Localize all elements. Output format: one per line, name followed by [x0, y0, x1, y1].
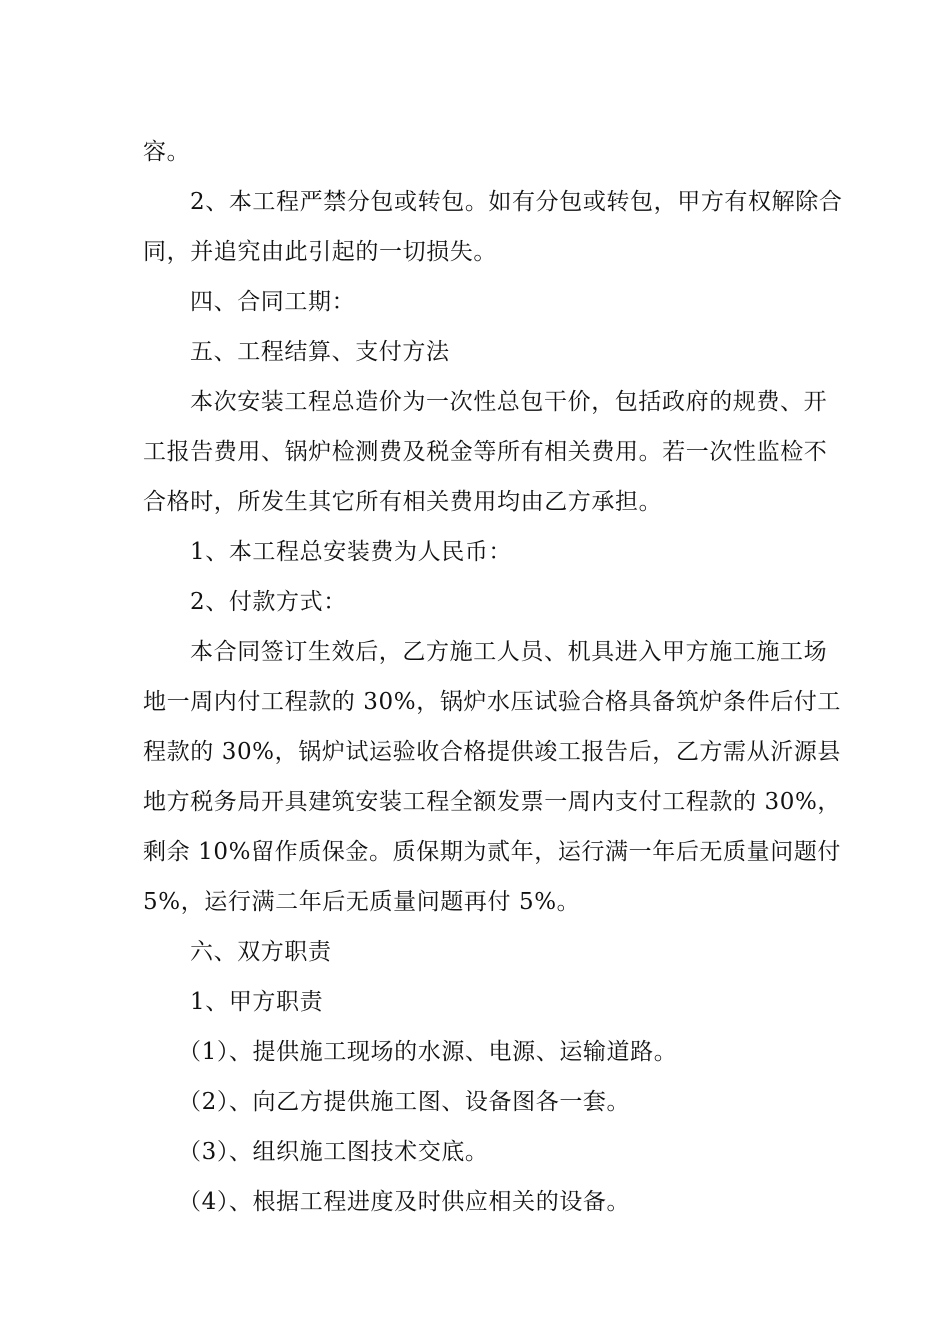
list-item: （3）、组织施工图技术交底。: [178, 1139, 489, 1165]
text-line: 2、本工程严禁分包或转包。如有分包或转包，甲方有权解除合: [190, 189, 843, 215]
section-heading: 四、合同工期：: [190, 289, 356, 315]
list-item: （4）、根据工程进度及时供应相关的设备。: [178, 1189, 631, 1215]
text-line: 合格时，所发生其它所有相关费用均由乙方承担。: [143, 489, 663, 515]
text-line: 本合同签订生效后，乙方施工人员、机具进入甲方施工施工场: [190, 639, 828, 665]
text-line: 5%，运行满二年后无质量问题再付 5%。: [143, 889, 581, 915]
text-line: 2、付款方式：: [190, 589, 347, 615]
section-heading: 五、工程结算、支付方法: [190, 339, 450, 365]
text-line: 地方税务局开具建筑安装工程全额发票一周内支付工程款的 30%，: [143, 789, 842, 815]
text-line: 1、本工程总安装费为人民币：: [190, 539, 513, 565]
text-line: 容。: [143, 139, 191, 165]
text-line: 工报告费用、锅炉检测费及税金等所有相关费用。若一次性监检不: [143, 439, 828, 465]
text-line: 本次安装工程总造价为一次性总包干价，包括政府的规费、开: [190, 389, 828, 415]
list-item: （1）、提供施工现场的水源、电源、运输道路。: [178, 1039, 678, 1065]
text-line: 剩余 10%留作质保金。质保期为贰年，运行满一年后无质量问题付: [143, 839, 842, 865]
subsection-heading: 1、甲方职责: [190, 989, 324, 1015]
text-line: 地一周内付工程款的 30%，锅炉水压试验合格具备筑炉条件后付工: [143, 689, 842, 715]
list-item: （2）、向乙方提供施工图、设备图各一套。: [178, 1089, 631, 1115]
section-heading: 六、双方职责: [190, 939, 332, 965]
text-line: 同，并追究由此引起的一切损失。: [143, 239, 497, 265]
text-line: 程款的 30%，锅炉试运验收合格提供竣工报告后，乙方需从沂源县: [143, 739, 842, 765]
